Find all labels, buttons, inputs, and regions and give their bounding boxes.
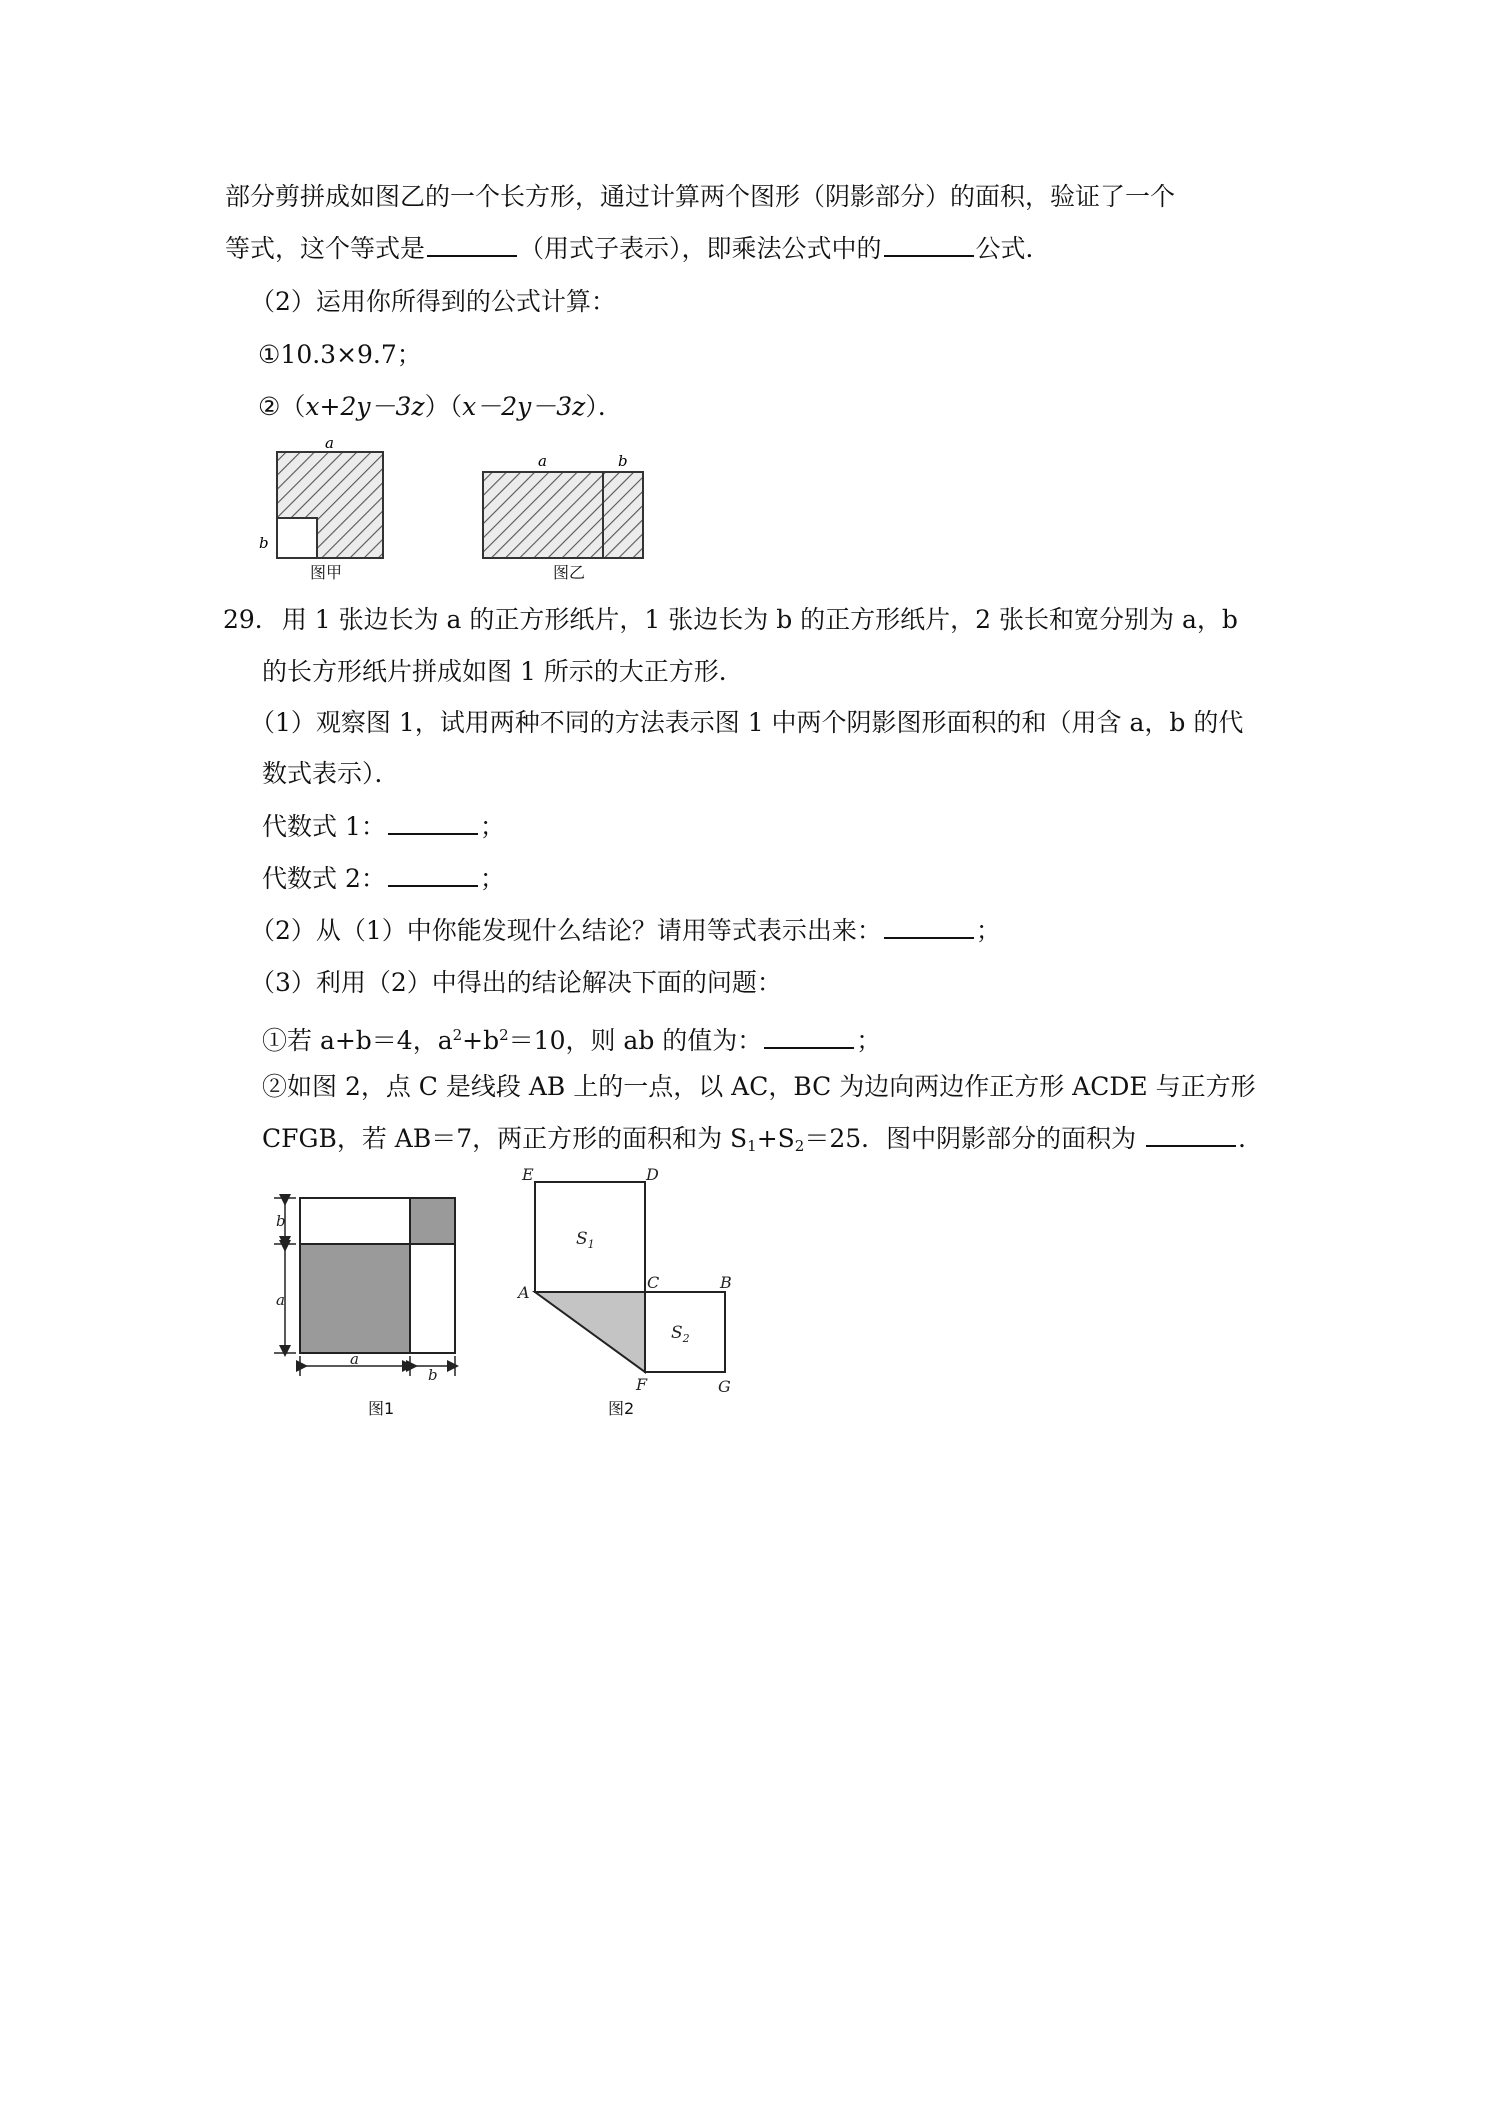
q29-sub1-pre: ①若 a+b＝4，a [262, 1026, 453, 1055]
fig2-label-A: A [518, 1283, 530, 1302]
fig2-square-acde [535, 1182, 645, 1292]
fig2-shaded-triangle [535, 1292, 645, 1372]
q29-figure-2 [510, 1160, 750, 1420]
q29-sub2-line1: ②如图 2，点 C 是线段 AB 上的一点，以 AC，BC 为边向两边作正方形 ACDE 与正方形 [262, 1072, 1256, 1101]
fig-jia-small-square [277, 518, 317, 558]
q29-sub1 [262, 1018, 881, 1058]
q29-expr2-label: 代数式 2： [262, 864, 386, 893]
q29-sub1-semicolon: ； [856, 1026, 882, 1055]
q28-line2-post: 公式． [975, 234, 1051, 263]
q29-line2: 的长方形纸片拼成如图 1 所示的大正方形． [262, 657, 744, 686]
q29-part2 [250, 914, 1001, 948]
q29-sub2-blank [1146, 1123, 1236, 1147]
q29-part1-line2: 数式表示）． [262, 759, 400, 788]
q29-sub2-sub2: 2 [794, 1137, 805, 1155]
q29-sub2-line2-post: ＝25．图中阴影部分的面积为 [804, 1124, 1137, 1153]
q29-sub2-plus: +S [756, 1124, 795, 1153]
q28-calc2-expr2: x－2y－3z [462, 392, 586, 421]
q29-expr1-semicolon: ； [479, 812, 505, 841]
fig2-label-C: C [647, 1273, 660, 1292]
q28-line1: 部分剪拼成如图乙的一个长方形，通过计算两个图形（阴影部分）的面积，验证了一个 [225, 182, 1176, 211]
fig-yi-label-b: b [618, 452, 628, 470]
q29-number: 29． [223, 605, 280, 634]
q29-expr2-semicolon: ； [479, 864, 505, 893]
q28-calc2-open: ②（ [258, 392, 306, 421]
q29-expr1 [262, 810, 505, 844]
fig2-label-F: F [636, 1375, 648, 1394]
fig2-label-S1-sub: 1 [587, 1238, 595, 1251]
q29-expr2 [262, 862, 505, 896]
q29-sub2-sub1: 1 [747, 1137, 757, 1155]
fig2-label-E: E [522, 1165, 534, 1184]
fig1-label-a-left: a [276, 1291, 285, 1309]
fig-yi-rectangle [483, 472, 643, 558]
fig1-caption: 图1 [368, 1399, 395, 1418]
q28-calc2 [258, 390, 623, 424]
fig2-label-S1-main: S [576, 1229, 588, 1249]
q29-part2-semicolon: ； [975, 916, 1001, 945]
q28-calc1: ①10.3×9.7； [258, 340, 422, 369]
fig-jia-label-b: b [259, 534, 269, 552]
fig1-label-b-left: b [276, 1212, 286, 1230]
fig2-label-S2 [671, 1323, 690, 1345]
fig2-label-S2-sub: 2 [682, 1332, 690, 1345]
q28-figures [255, 440, 675, 590]
q29-part3: （3）利用（2）中得出的结论解决下面的问题： [250, 968, 782, 997]
q28-answer-blank-2 [884, 233, 974, 257]
fig2-label-B: B [720, 1273, 732, 1292]
q29-figure-1 [260, 1180, 470, 1420]
fig2-label-S2-main: S [671, 1323, 683, 1343]
fig-yi-label-a: a [538, 452, 547, 470]
q29-line1 [225, 603, 1238, 637]
fig2-label-S1 [576, 1229, 595, 1251]
q29-expr1-label: 代数式 1： [262, 812, 386, 841]
fig-yi-caption: 图乙 [553, 563, 586, 582]
q29-sub1-blank [764, 1025, 854, 1049]
fig1-label-a-bottom: a [350, 1350, 359, 1368]
fig2-caption: 图2 [608, 1399, 635, 1418]
q29-sub1-mid: +b [462, 1026, 500, 1055]
q28-answer-blank-1 [427, 233, 517, 257]
q28-calc2-expr1: x+2y－3z [305, 392, 425, 421]
fig-jia-label-a: a [325, 440, 334, 452]
q28-calc2-close: ）． [585, 392, 623, 421]
fig2-label-G: G [718, 1377, 731, 1396]
q28-calc2-mid: ）（ [424, 392, 463, 421]
q29-sub2-line2 [262, 1122, 1263, 1163]
q29-sub1-sup1: 2 [452, 1026, 463, 1044]
fig1-shaded-a-square [300, 1244, 410, 1353]
q29-part1-line1: （1）观察图 1，试用两种不同的方法表示图 1 中两个阴影图形面积的和（用含 a，b 的代 [250, 708, 1244, 737]
q29-part2-blank [884, 915, 974, 939]
q28-line2-mid: （用式子表示），即乘法公式中的 [519, 234, 882, 263]
q29-sub1-post: ＝10，则 ab 的值为： [508, 1026, 763, 1055]
fig-jia-caption: 图甲 [310, 563, 343, 582]
fig1-shaded-b-square [410, 1198, 455, 1244]
q29-sub2-line2-pre: CFGB，若 AB＝7，两正方形的面积和为 S [262, 1124, 748, 1153]
fig1-label-b-bottom: b [428, 1366, 438, 1384]
q29-part2-text: （2）从（1）中你能发现什么结论？请用等式表示出来： [250, 916, 882, 945]
q28-line2-pre: 等式，这个等式是 [225, 234, 426, 263]
q28-part2: （2）运用你所得到的公式计算： [250, 287, 616, 316]
q29-sub1-sup2: 2 [499, 1026, 509, 1044]
q29-expr2-blank [388, 863, 478, 887]
q29-line1-text: 用 1 张边长为 a 的正方形纸片，1 张边长为 b 的正方形纸片，2 张长和宽分别为 a，b [281, 605, 1238, 634]
fig2-label-D: D [646, 1165, 659, 1184]
q29-sub2-period: ． [1238, 1124, 1264, 1153]
q29-expr1-blank [388, 811, 478, 835]
q28-line2 [225, 232, 1051, 266]
